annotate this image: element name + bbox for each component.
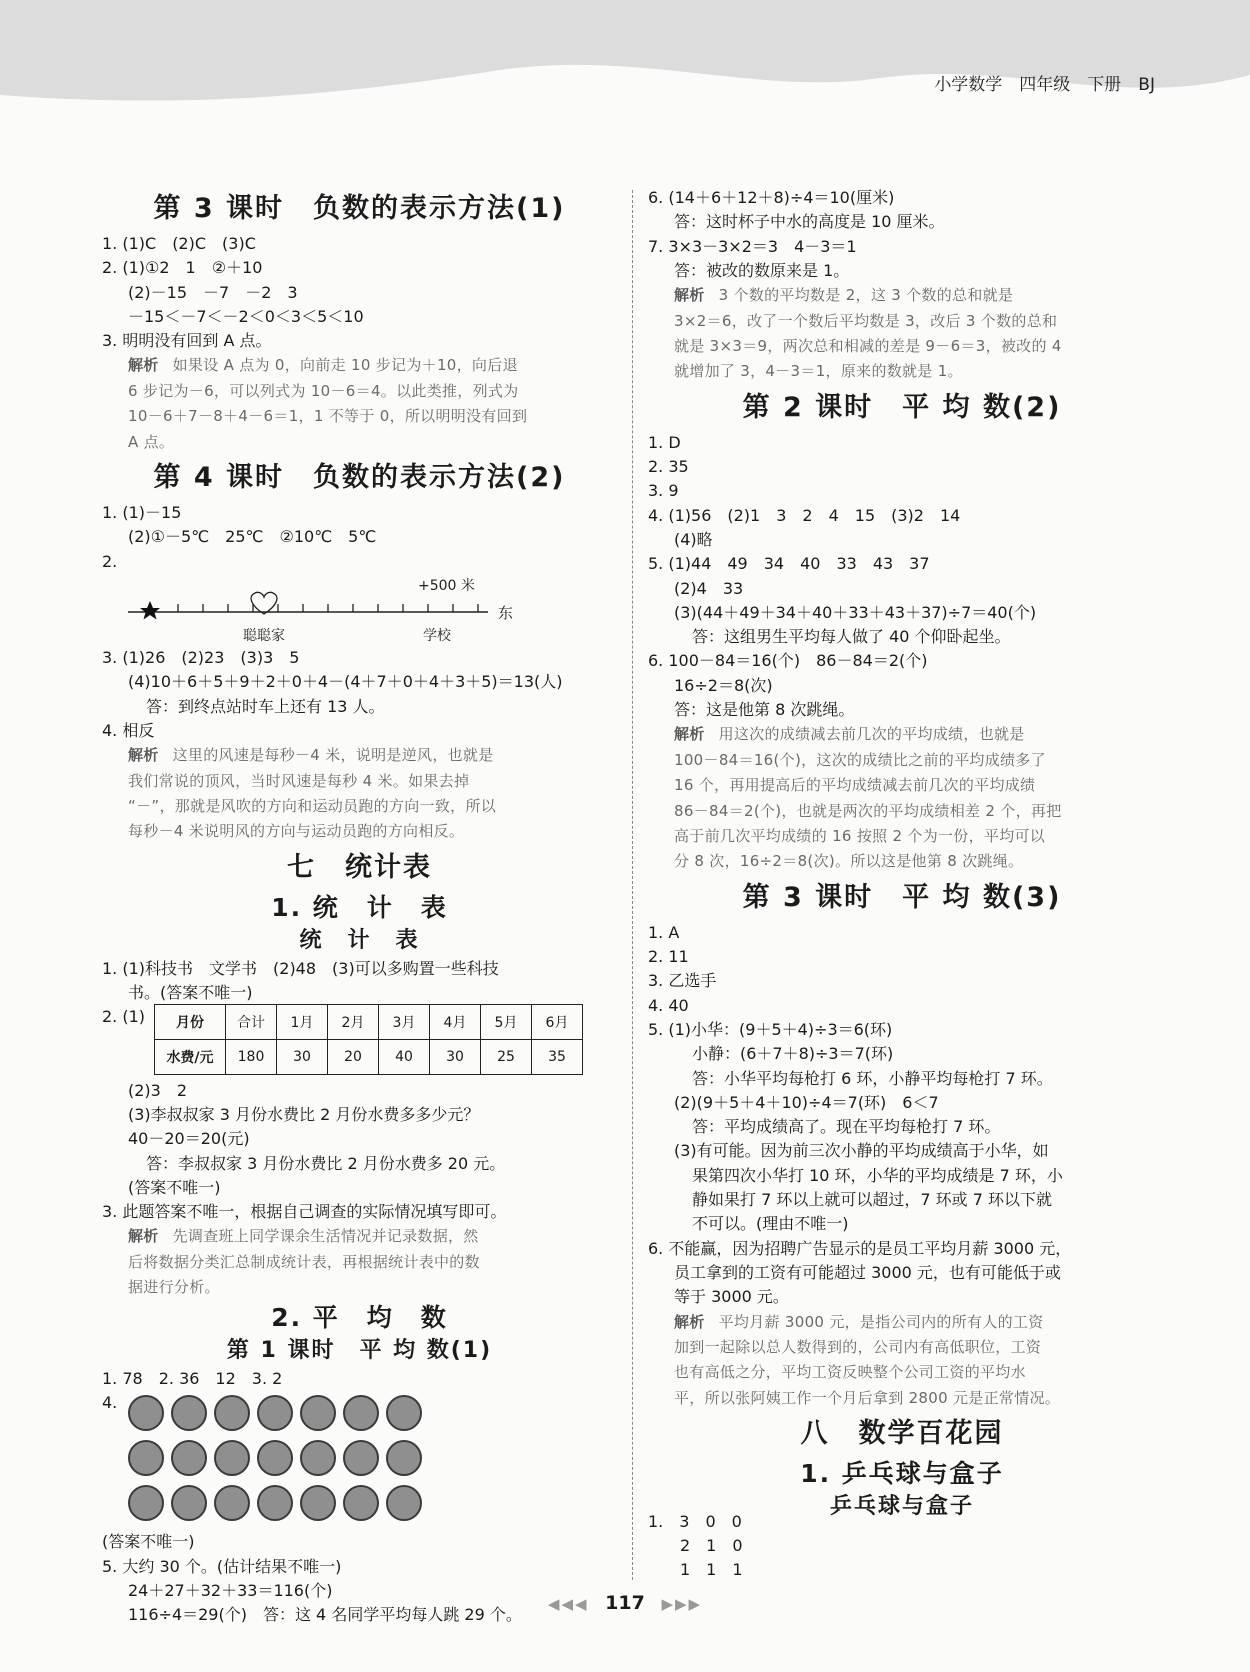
answer-line: 4. [102,1393,118,1412]
circle-counter [300,1440,336,1476]
table-cell: 30 [277,1039,328,1074]
page-footer [0,1592,1250,1614]
analysis-note: 我们常说的顶风，当时风速是每秒 4 米。如果去掉 [128,771,470,790]
analysis-note: 也有高低之分，平均工资反映整个公司工资的平均水 [674,1363,1026,1382]
answer-line: 1. (1)－15 [102,503,182,523]
answer-matrix [648,1510,743,1582]
answer-line: (2)4 33 [674,578,744,598]
section-title: 1. 统 计 表 [271,892,448,922]
circle-row [128,1440,617,1476]
answer-line: 4. 相反 [102,720,155,740]
answer-line: 5. (1)44 49 34 40 33 43 37 [648,554,930,574]
school-label: 学校 [423,628,451,644]
circle-counter [386,1440,422,1476]
analysis-tag: 解析 [674,725,705,744]
circle-counter [128,1440,164,1476]
table-cell: 合计 [226,1004,277,1039]
answer-line: 3. 乙选手 [648,971,717,991]
prev-arrows-icon: ◀◀◀ [547,1595,589,1613]
analysis-note: 100－84＝16(个)，这次的成绩比之前的平均成绩多了 [674,750,1046,769]
answer-line: 2. (1)①2 1 ②＋10 [102,258,263,278]
answer-line: (4)10＋6＋5＋9＋2＋0＋4－(4＋7＋0＋4＋3＋5)＝13(人) [128,672,563,692]
analysis-note: 后将数据分类汇总制成统计表，再根据统计表中的数 [128,1252,480,1271]
table-cell: 30 [430,1039,481,1074]
answer-line: 答：平均成绩高了。现在平均每枪打 7 环。 [692,1117,1001,1137]
section-title: 1. 乒乓球与盒子 [800,1459,1004,1489]
answer-line: 小静：(6＋7＋8)÷3＝7(环) [692,1044,894,1064]
answer-line: (3)有可能。因为前三次小静的平均成绩高于小华，如 [674,1141,1049,1161]
table-cell: 水费/元 [155,1039,226,1074]
answer-line: 书。(答案不唯一) [128,983,253,1003]
analysis-note: 解析 这里的风速是每秒－4 米，说明是逆风，也就是 [128,746,494,765]
right-column [648,186,1156,1523]
analysis-note: 3×2＝6，改了一个数后平均数是 3，改后 3 个数的总和 [674,311,1058,330]
circle-counter [214,1485,250,1521]
answer-line: (3)(44＋49＋34＋40＋33＋43＋37)÷7＝40(个) [674,602,1037,622]
answer-line: (2)－15 －7 －2 3 [128,282,298,302]
lesson-title: 第 2 课时 平 均 数(2) [742,391,1062,423]
table-cell: 25 [481,1039,532,1074]
next-arrows-icon: ▶▶▶ [661,1595,703,1613]
answer-line: 4. (1)56 (2)1 3 2 4 15 (3)2 14 [648,505,961,525]
section-title: 2. 平 均 数 [271,1302,448,1332]
analysis-note: 解析 用这次的成绩减去前几次的平均成绩，也就是 [674,725,1025,744]
answer-line: 3. 明明没有回到 A 点。 [102,331,272,351]
answer-line: 40－20＝20(元) [128,1129,250,1149]
table-cell: 月份 [155,1004,226,1039]
chapter-title: 八 数学百花园 [800,1418,1004,1450]
answer-line: 静如果打 7 环以上就可以超过，7 环或 7 环以下就 [692,1190,1052,1210]
answer-line: 2. 35 [648,457,689,477]
analysis-note: 平，所以张阿姨工作一个月后拿到 2800 元是正常情况。 [674,1388,1061,1407]
star-icon [140,601,160,620]
answer-line: 3. 9 [648,481,679,501]
section-subtitle: 统 计 表 [299,927,420,953]
answer-line: 答：这时杯子中水的高度是 10 厘米。 [674,212,945,232]
answer-line: 等于 3000 元。 [674,1287,789,1307]
answer-line: －15＜－7＜－2＜0＜3＜5＜10 [128,306,364,326]
answer-line: 员工拿到的工资有可能超过 3000 元，也有可能低于或 [674,1262,1061,1282]
circle-counter [386,1485,422,1521]
analysis-note: 86－84＝2(个)，也就是两次的平均成绩相差 2 个，再把 [674,801,1062,820]
answer-line: 6. 100－84＝16(个) 86－84＝2(个) [648,651,928,671]
analysis-tag: 解析 [674,1312,705,1331]
answer-line: 答：到终点站时车上还有 13 人。 [146,696,385,716]
page-number: 117 [605,1592,645,1614]
answer-line: (4)略 [674,530,713,549]
circle-counter [257,1485,293,1521]
answer-line: 1. A [648,922,680,942]
analysis-tag: 解析 [128,746,159,765]
answer-line: (3)李叔叔家 3 月份水费比 2 月份水费多多少元？ [128,1105,480,1124]
analysis-note: 解析 如果设 A 点为 0，向前走 10 步记为＋10，向后退 [128,356,518,375]
answer-line: (2)(9＋5＋4＋10)÷4＝7(环) 6＜7 [674,1092,939,1112]
answer-line: 果第四次小华打 10 环，小华的平均成绩是 7 环，小 [692,1165,1063,1185]
table-cell: 5月 [481,1004,532,1039]
analysis-note: 就是 3×3＝9，两次总和相减的差是 9－6＝3，被改的 4 [674,337,1062,355]
answer-line: 1. (1)科技书 文学书 (2)48 (3)可以多购置一些科技 [102,958,499,978]
table-cell: 4月 [430,1004,481,1039]
analysis-note: 分 8 次，16÷2＝8(次)。所以这是他第 8 次跳绳。 [674,852,1024,871]
direction-label: 东 [498,604,514,622]
analysis-note: 每秒－4 米说明风的方向与运动员跑的方向相反。 [128,822,465,841]
circle-counter [214,1440,250,1476]
answer-line: (2)3 2 [128,1080,188,1100]
distance-label: +500 米 [418,578,475,594]
circle-counter [128,1485,164,1521]
matrix-row: 1. 3 0 0 [648,1512,742,1531]
analysis-note: 高于前几次平均成绩的 16 按照 2 个为一份，平均可以 [674,827,1046,845]
answer-line: 5. 大约 30 个。(估计结果不唯一) [102,1556,342,1576]
table-cell: 40 [379,1039,430,1074]
answer-line: 答：被改的数原来是 1。 [674,260,850,280]
table-cell: 180 [226,1039,277,1074]
table-cell: 6月 [532,1004,583,1039]
circle-counter [343,1485,379,1521]
answer-line: (答案不唯一) [128,1177,221,1197]
circle-counter [171,1485,207,1521]
answer-line: 4. 40 [648,995,689,1015]
number-line-figure [102,574,617,646]
home-label: 聪聪家 [243,628,285,644]
section-subtitle: 乒乓球与盒子 [829,1494,974,1520]
table-row [155,1039,583,1074]
table-cell: 3月 [379,1004,430,1039]
header-band [0,0,1250,115]
column-divider [632,190,633,1580]
table-cell: 1月 [277,1004,328,1039]
left-column [102,186,617,1627]
analysis-note: 解析 平均月薪 3000 元，是指公司内的所有人的工资 [674,1312,1044,1331]
circle-counter [343,1440,379,1476]
analysis-note: “－”，那就是风吹的方向和运动员跑的方向一致，所以 [128,797,497,815]
analysis-tag: 解析 [674,286,705,305]
analysis-note: 解析 3 个数的平均数是 2，这 3 个数的总和就是 [674,286,1014,305]
answer-line: 24＋27＋32＋33＝116(个) [128,1580,333,1600]
answer-line: 5. (1)小华：(9＋5＋4)÷3＝6(环) [648,1020,893,1039]
matrix-row: 1 1 1 [648,1560,743,1579]
table-cell: 2月 [328,1004,379,1039]
lesson-title: 第 4 课时 负数的表示方法(2) [153,462,566,494]
analysis-note: 6 步记为－6，可以列式为 10－6＝4。以此类推，列式为 [128,381,519,400]
answer-line: 答：这是他第 8 次跳绳。 [674,700,855,720]
answer-line: 答：小华平均每枪打 6 环，小静平均每枪打 7 环。 [692,1068,1053,1088]
analysis-note: 解析 先调查班上同学课余生活情况并记录数据，然 [128,1227,479,1246]
answer-line: 1. (1)C (2)C (3)C [102,234,256,253]
circle-counter [171,1440,207,1476]
answer-line: 不可以。(理由不唯一) [692,1214,849,1234]
circle-counter [257,1440,293,1476]
analysis-note: 据进行分析。 [128,1278,220,1297]
answer-line: 2. 11 [648,947,689,967]
matrix-row: 2 1 0 [648,1536,743,1555]
answer-line: 6. 不能赢，因为招聘广告显示的是员工平均月薪 3000 元， [648,1238,1072,1258]
analysis-tag: 解析 [128,356,159,375]
answer-line: 答：这组男生平均每人做了 40 个仰卧起坐。 [692,627,1011,647]
analysis-note: 16 个，再用提高后的平均成绩减去前几次的平均成绩 [674,776,1036,795]
answer-line: 2. [102,551,118,571]
circle-counter [300,1485,336,1521]
analysis-note: 就增加了 3，4－3＝1，原来的数就是 1。 [674,362,963,381]
table-cell: 20 [328,1039,379,1074]
answer-line: (答案不唯一) [102,1532,195,1552]
header-subject: 小学数学 四年级 下册 BJ [934,75,1155,95]
lesson-title: 第 1 课时 平 均 数(1) [226,1337,493,1363]
answer-line: 7. 3×3－3×2＝3 4－3＝1 [648,236,857,256]
answer-line: 1. 78 2. 36 12 3. 2 [102,1368,283,1388]
analysis-note: 加到一起除以总人数得到的，公司内有高低职位，工资 [674,1337,1042,1356]
answer-line: 116÷4＝29(个) 答：这 4 名同学平均每人跳 29 个。 [128,1605,522,1625]
answer-line: 2. (1) [102,1007,146,1027]
lesson-title: 第 3 课时 负数的表示方法(1) [153,193,566,224]
answer-line: 1. D [648,432,681,452]
answer-line: 6. (14＋6＋12＋8)÷4＝10(厘米) [648,188,895,207]
heart-icon [251,592,277,614]
answer-line: 16÷2＝8(次) [674,675,773,695]
table-cell: 35 [532,1039,583,1074]
analysis-tag: 解析 [128,1227,159,1246]
answer-line: 3. (1)26 (2)23 (3)3 5 [102,648,300,667]
answer-line: (2)①－5℃ 25℃ ②10℃ 5℃ [128,527,377,547]
circle-row [128,1485,617,1521]
answer-line: 答：李叔叔家 3 月份水费比 2 月份水费多 20 元。 [146,1153,506,1173]
answer-line: 3. 此题答案不唯一，根据自己调查的实际情况填写即可。 [102,1202,507,1222]
lesson-title: 第 3 课时 平 均 数(3) [742,881,1062,913]
analysis-note: A 点。 [128,432,175,451]
analysis-note: 10－6＋7－8＋4－6＝1，1 不等于 0，所以明明没有回到 [128,407,528,426]
chapter-title: 七 统计表 [287,851,432,883]
